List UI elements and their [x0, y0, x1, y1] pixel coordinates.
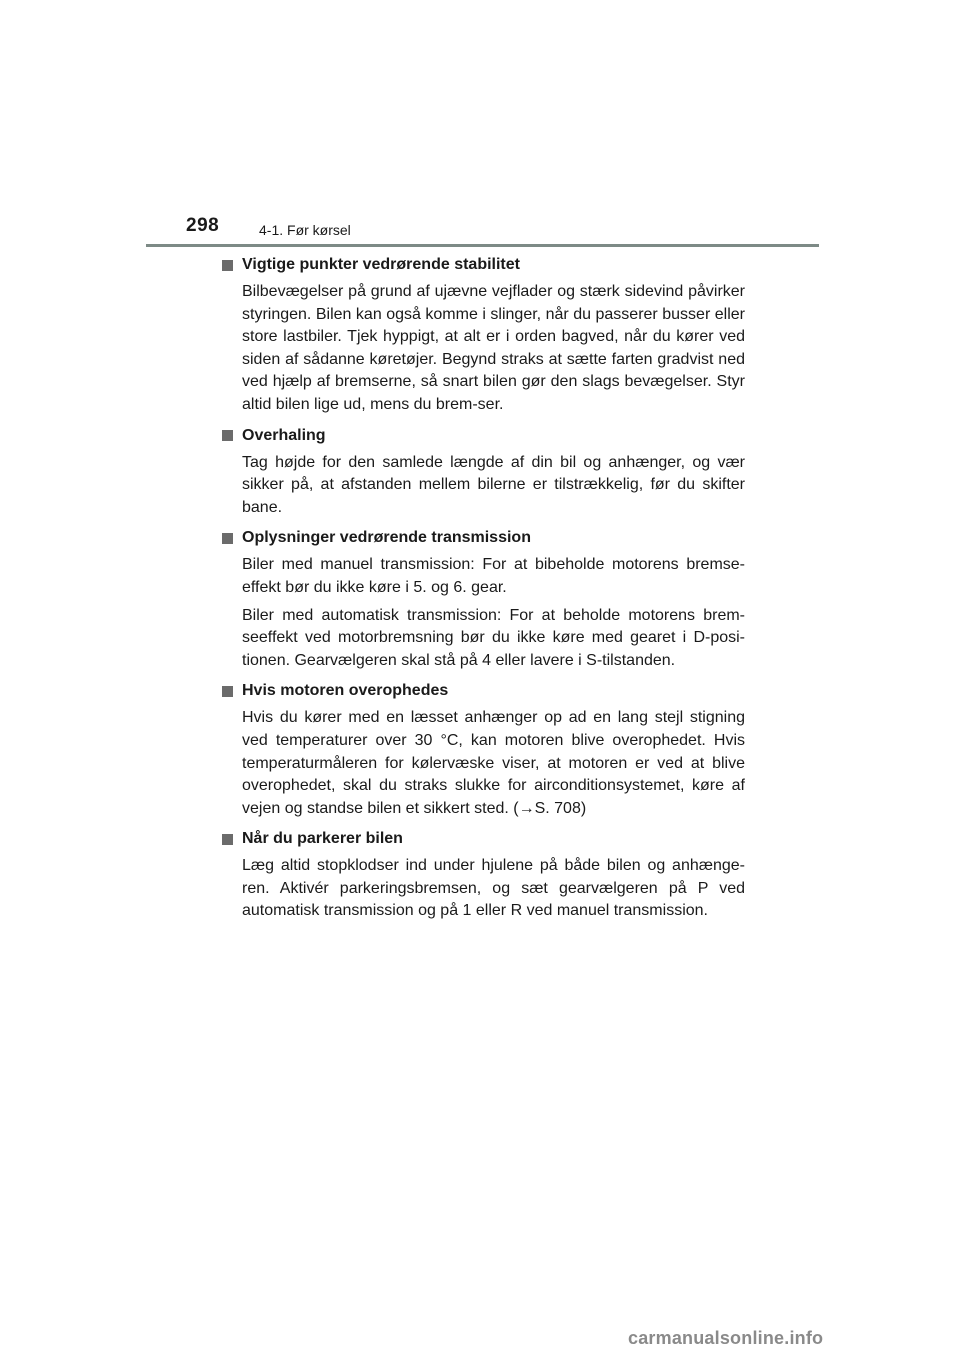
square-bullet-icon — [222, 260, 233, 271]
section-heading — [222, 526, 745, 550]
page-number: 298 — [186, 215, 220, 236]
section-heading-text: Når du parkerer bilen — [242, 830, 403, 848]
square-bullet-icon — [222, 686, 233, 697]
section-paragraph: Biler med automatisk transmission: For at beholde motorens brem-seeffekt ved motorbremsning bør du ikke køre med gearet i D-posi-tionen. Gearvælgeren skal stå på 4 eller lavere i S-tilstanden. — [242, 606, 745, 669]
section-transmission — [222, 526, 745, 672]
section-heading — [222, 679, 745, 703]
section-paragraph: Læg altid stopklodser ind under hjulene på både bilen og anhænge-ren. Aktivér parkeringsbremsen, og sæt gearvælgeren på P ved automatisk transmission og på 1 eller R ved manuel transmission. — [242, 857, 745, 920]
section-paragraph: Tag højde for den samlede længde af din bil og anhænger, og vær sikker på, at afstanden mellem bilerne er tilstrækkelig, før du skifter bane. — [242, 453, 745, 516]
section-heading-text: Oplysninger vedrørende transmission — [242, 529, 531, 547]
square-bullet-icon — [222, 834, 233, 845]
section-overtaking — [222, 424, 745, 520]
header-divider — [146, 244, 819, 247]
section-paragraph: Biler med manuel transmission: For at bibeholde motorens bremse-effekt bør du ikke køre i 5. og 6. gear. — [242, 556, 745, 596]
section-heading-text: Hvis motoren overophedes — [242, 682, 449, 700]
section-heading — [222, 827, 745, 851]
section-paragraph: Bilbevægelser på grund af ujævne vejflader og stærk sidevind påvirker styringen. Bilen kan også komme i slinger, når du passerer busser eller store lastbiler. Tjek hyppigt, at alt er i orden bagved, når du kører ved siden af sådanne køretøjer. Begynd straks at sætte farten gradvist ned ved hjælp af bremserne, så snart bilen gør den slags bevægelser. Styr altid bilen lige ud, mens du brem-ser. — [242, 283, 745, 413]
section-parking — [222, 827, 745, 923]
watermark-text: carmanualsonline.info — [628, 1328, 824, 1348]
section-heading-text: Overhaling — [242, 426, 326, 444]
section-heading — [222, 424, 745, 448]
square-bullet-icon — [222, 430, 233, 441]
page-header — [0, 0, 960, 250]
section-heading-text: Vigtige punkter vedrørende stabilitet — [242, 256, 520, 273]
page-content — [222, 251, 745, 923]
section-overheating — [222, 679, 745, 820]
section-paragraph: Hvis du kører med en læsset anhænger op ad en lang stejl stigning ved temperaturer over 30 °C, kan motoren blive overophedet. Hvis temperaturmåleren for kølervæske viser, at motoren er ved at blive overophedet, skal du straks slukke for airconditionsystemet, køre af vejen og standse bilen et sikkert sted. (→S. 708) — [242, 709, 745, 817]
section-stability — [222, 253, 745, 417]
section-heading — [222, 253, 745, 277]
square-bullet-icon — [222, 533, 233, 544]
section-label: 4-1. Før kørsel — [259, 222, 351, 238]
